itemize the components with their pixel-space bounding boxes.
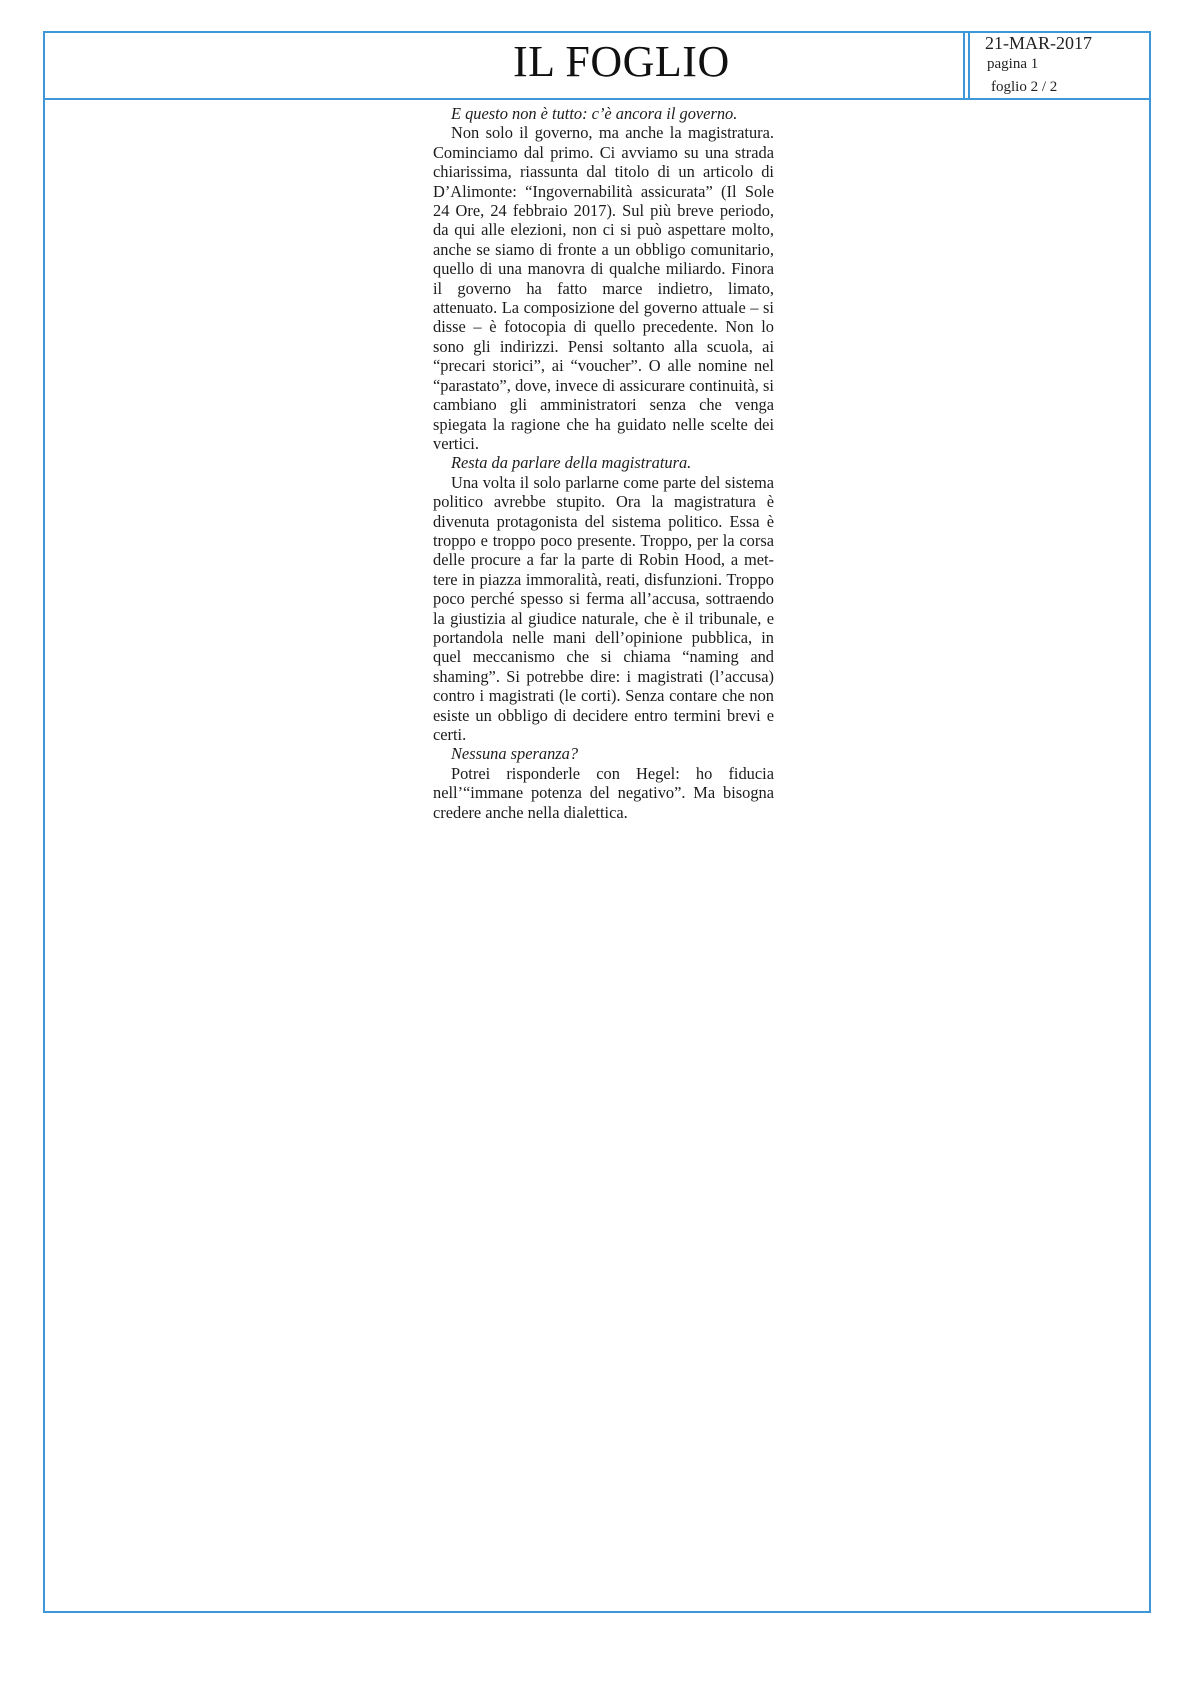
interview-answer: Non solo il governo, ma anche la magistratura. Cominciamo dal primo. Ci avviamo su una strada chiarissima, riassunta dal titolo di un articolo di D’Alimonte: “Ingovernabilità assicurata” (Il Sole 24 Ore, 24 febbraio 2017). Sul più breve periodo, da qui alle elezioni, non ci si può aspettare molto, anche se siamo di fronte a un obbligo comunitario, quello di una manovra di qualche miliardo. Finora il governo ha fatto marce indietro, limato, attenuato. La composizione del governo attuale – si disse – è fotocopia di quello precedente. Non lo sono gli indirizzi. Pensi soltanto alla scuola, ai “precari storici”, ai “voucher”. O alle nomine nel “parastato”, dove, invece di assicurare continuità, si cambiano gli amministratori senza che venga spiegata la ragione che ha guidato nelle scelte dei vertici. — [433, 123, 774, 453]
newspaper-masthead: IL FOGLIO — [513, 37, 730, 86]
interview-question: Nessuna speranza? — [451, 744, 579, 764]
interview-answer: Potrei risponderle con Hegel: ho fiducia nell’“immane potenza del negativo”. Ma bisogna credere anche nella dialettica. — [433, 763, 774, 822]
clipping-page-number: pagina 1 — [987, 56, 1039, 72]
clipping-date: 21-MAR-2017 — [985, 33, 1092, 53]
interview-answer: Una volta il solo parlarne come parte del sistema politico avrebbe stupito. Ora la magistratura è divenuta protagonista del sistema politico. Essa è troppo e troppo poco presente. Troppo, per la corsa delle procure a far la parte di Robin Hood, a mettere in piazza immoralità, reati, disfunzioni. Troppo poco perché spesso si ferma all’accusa, sottraendo la giustizia al giudice naturale, che è il tribunale, e portandola nelle mani dell’opinione pubblica, in quel meccanismo che si chiama “naming and shaming”. Si potrebbe dire: i magistrati (l’accusa) contro i magistrati (le corti). Senza contare che non esiste un obbligo di decidere entro termini brevi e certi. — [433, 472, 774, 744]
article-column — [433, 104, 774, 822]
interview-question: E questo non è tutto: c’è ancora il governo. — [451, 104, 738, 123]
interview-question: Resta da parlare della magistratura. — [451, 453, 692, 473]
clipping-sheet-number: foglio 2 / 2 — [991, 79, 1058, 95]
